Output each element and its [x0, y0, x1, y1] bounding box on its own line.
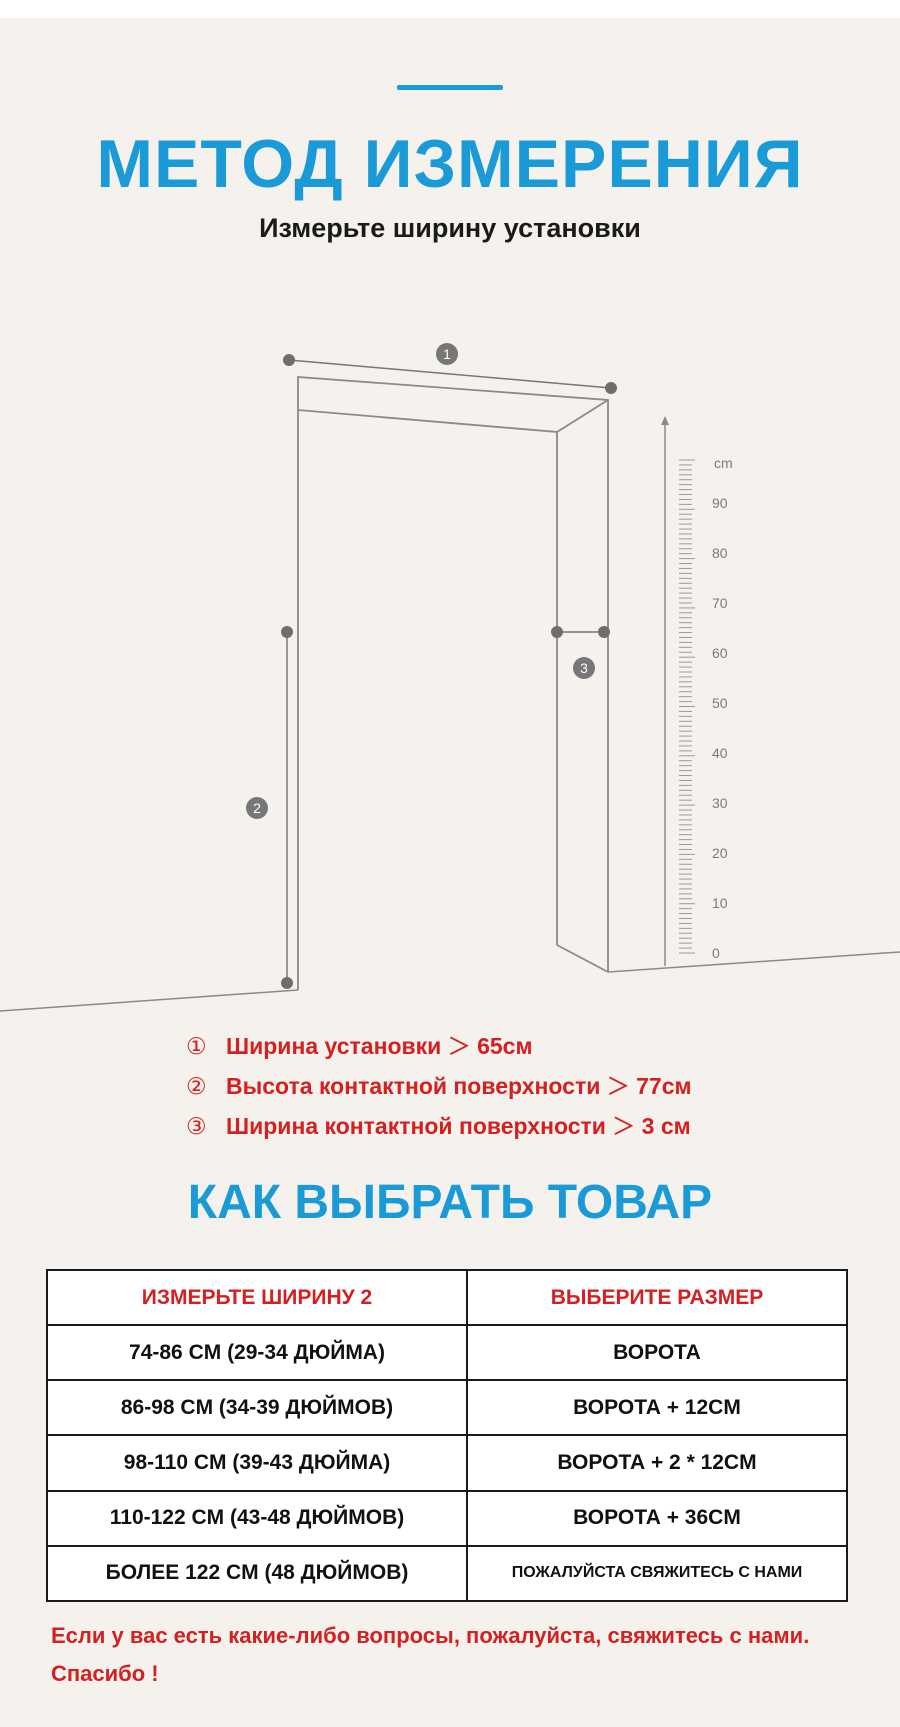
ruler-tick-label: 50 — [712, 695, 728, 711]
table-row — [47, 1325, 847, 1380]
table-cell: 74-86 CM (29-34 ДЮЙМА) — [47, 1325, 467, 1380]
measure-point — [551, 626, 563, 638]
ruler-tick-label: 20 — [712, 845, 728, 861]
ruler-tick-label: 10 — [712, 895, 728, 911]
size-table — [46, 1269, 848, 1602]
table-cell: ВОРОТА + 12CM — [467, 1380, 847, 1435]
ruler — [661, 416, 733, 966]
table-row — [47, 1491, 847, 1546]
table-cell: ПОЖАЛУЙСТА СВЯЖИТЕСЬ С НАМИ — [467, 1546, 847, 1601]
marker-2-icon — [246, 797, 268, 819]
section-title: КАК ВЫБРАТЬ ТОВАР — [187, 1176, 713, 1229]
ruler-arrow-icon — [661, 416, 669, 425]
measure-point — [281, 626, 293, 638]
measure-point — [283, 354, 295, 366]
floor-line-right — [608, 952, 900, 972]
accent-bar — [397, 85, 503, 90]
ruler-tick-label: 90 — [712, 495, 728, 511]
marker-3-icon — [573, 657, 595, 679]
door-frame — [298, 377, 608, 990]
ruler-tick-label: 70 — [712, 595, 728, 611]
table-cell: 110-122 CM (43-48 ДЮЙМОВ) — [47, 1491, 467, 1546]
door-frame-diagram — [0, 300, 900, 1020]
spec-marker: ① — [186, 1033, 207, 1059]
spec-text: Ширина установки ＞ 65cм — [226, 1033, 533, 1059]
measure-point — [605, 382, 617, 394]
table-cell: ВОРОТА — [467, 1325, 847, 1380]
table-row — [47, 1546, 847, 1601]
ruler-tick-label: 40 — [712, 745, 728, 761]
table-cell: 98-110 CM (39-43 ДЮЙМА) — [47, 1435, 467, 1490]
svg-text:3: 3 — [580, 660, 588, 676]
table-cell: ВОРОТА + 2 * 12CM — [467, 1435, 847, 1490]
floor-line-left — [0, 990, 298, 1011]
top-band — [0, 0, 900, 18]
table-header-row — [47, 1270, 847, 1325]
spec-item — [186, 1026, 692, 1066]
spec-item — [186, 1106, 692, 1146]
ruler-tick-label: 30 — [712, 795, 728, 811]
page-subtitle: Измерьте ширину установки — [259, 213, 641, 243]
table-cell: ВОРОТА + 36CM — [467, 1491, 847, 1546]
ruler-unit: cm — [714, 455, 733, 471]
table-cell: 86-98 CM (34-39 ДЮЙМОВ) — [47, 1380, 467, 1435]
spec-marker: ② — [186, 1073, 207, 1099]
spec-marker: ③ — [186, 1113, 207, 1139]
table-row — [47, 1435, 847, 1490]
spec-text: Ширина контактной поверхности ＞ 3 cм — [226, 1113, 691, 1139]
spec-item — [186, 1066, 692, 1106]
measure-point — [598, 626, 610, 638]
table-row — [47, 1380, 847, 1435]
ruler-tick-label: 60 — [712, 645, 728, 661]
measure-point — [281, 977, 293, 989]
ruler-tick-label: 0 — [712, 945, 720, 961]
footer-note — [51, 1617, 891, 1693]
marker-1-icon — [436, 343, 458, 365]
svg-text:1: 1 — [443, 346, 451, 362]
table-header-cell: ИЗМЕРЬТЕ ШИРИНУ 2 — [47, 1270, 467, 1325]
specs-list — [186, 1026, 692, 1146]
ruler-tick-label: 80 — [712, 545, 728, 561]
table-header-cell: ВЫБЕРИТЕ РАЗМЕР — [467, 1270, 847, 1325]
page-title: МЕТОД ИЗМЕРЕНИЯ — [96, 126, 804, 202]
footer-line: Если у вас есть какие-либо вопросы, пожалуйста, свяжитесь с нами. — [51, 1623, 810, 1648]
footer-line: Спасибо ! — [51, 1661, 159, 1686]
table-cell: БОЛЕЕ 122 CM (48 ДЮЙМОВ) — [47, 1546, 467, 1601]
svg-text:2: 2 — [253, 800, 261, 816]
spec-text: Высота контактной поверхности ＞ 77cм — [226, 1073, 692, 1099]
